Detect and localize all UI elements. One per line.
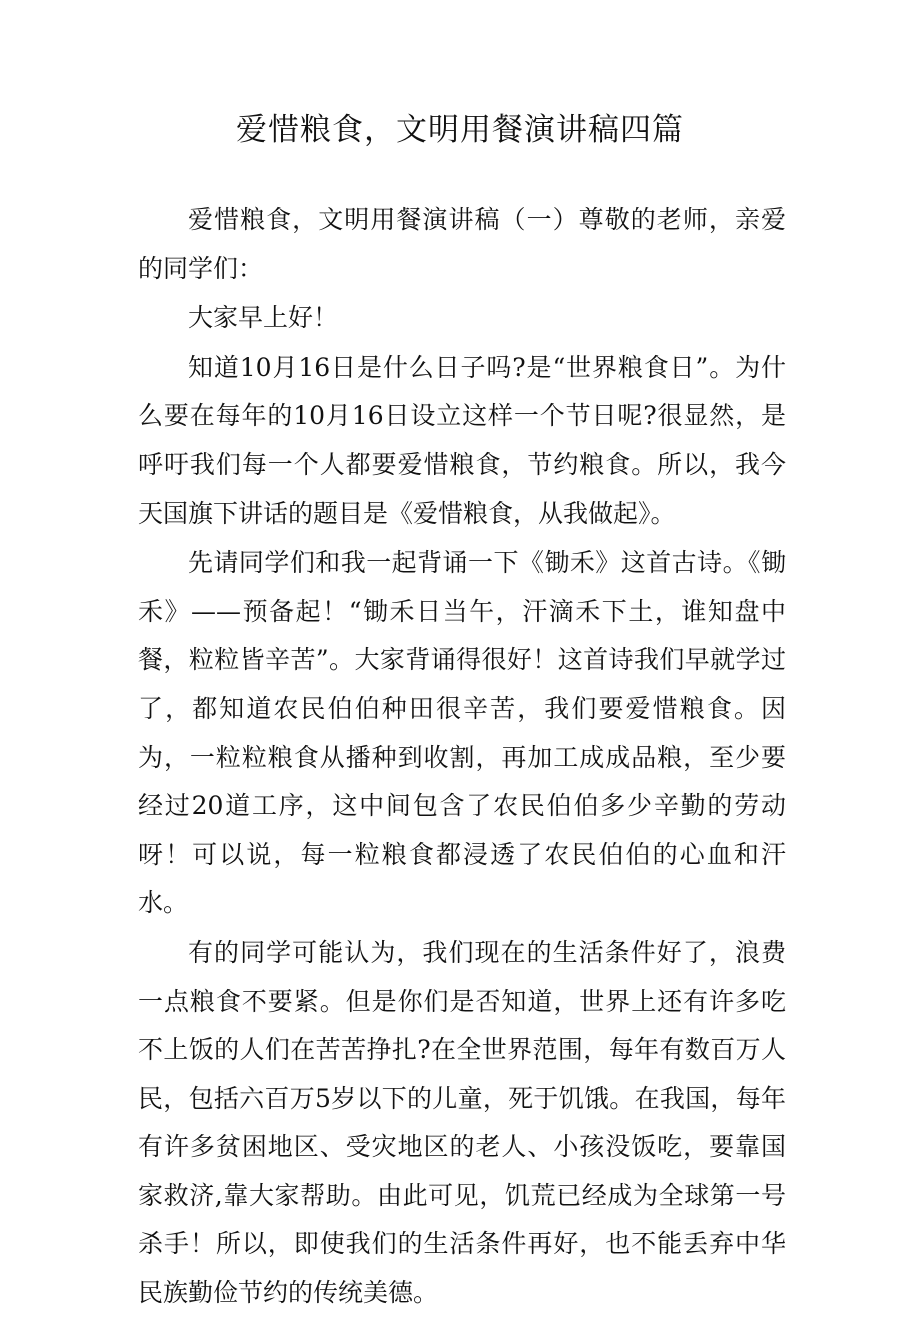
paragraph-poem: 先请同学们和我一起背诵一下《锄禾》这首古诗。《锄禾》——预备起！“锄禾日当午，汗滴禾下土，谁知盘中餐，粒粒皆辛苦”。大家背诵得很好！这首诗我们早就学过了，都知道农民伯伯种田很辛苦，我们要爱惜粮食。因为，一粒粒粮食从播种到收割，再加工成成品粮，至少要经过20道工序，这中间包含了农民伯伯多少辛勤的劳动呀！可以说，每一粒粮食都浸透了农民伯伯的心血和汗水。 (138, 548, 786, 918)
document-title: 爱惜粮食，文明用餐演讲稿四篇 (236, 112, 684, 148)
paragraph-food-day: 知道10月16日是什么日子吗?是“世界粮食日”。为什么要在每年的10月16日设立这样一个节日呢?很显然，是呼吁我们每一个人都要爱惜粮食，节约粮食。所以，我今天国旗下讲话的题目是《爱惜粮食，从我做起》。 (138, 352, 786, 528)
paragraph-hunger: 有的同学可能认为，我们现在的生活条件好了，浪费一点粮食不要紧。但是你们是否知道，世界上还有许多吃不上饭的人们在苦苦挣扎?在全世界范围，每年有数百万人民，包括六百万5岁以下的儿童，死于饥饿。在我国，每年有许多贫困地区、受灾地区的老人、小孩没饭吃，要靠国家救济,靠大家帮助。由此可见，饥荒已经成为全球第一号杀手！所以，即使我们的生活条件再好，也不能丢弃中华民族勤俭节约的传统美德。 (138, 937, 786, 1308)
paragraph-good-morning: 大家早上好！ (188, 303, 339, 333)
document-body (138, 196, 786, 1319)
paragraph-greeting: 爱惜粮食，文明用餐演讲稿（一）尊敬的老师，亲爱的同学们： (138, 205, 786, 283)
